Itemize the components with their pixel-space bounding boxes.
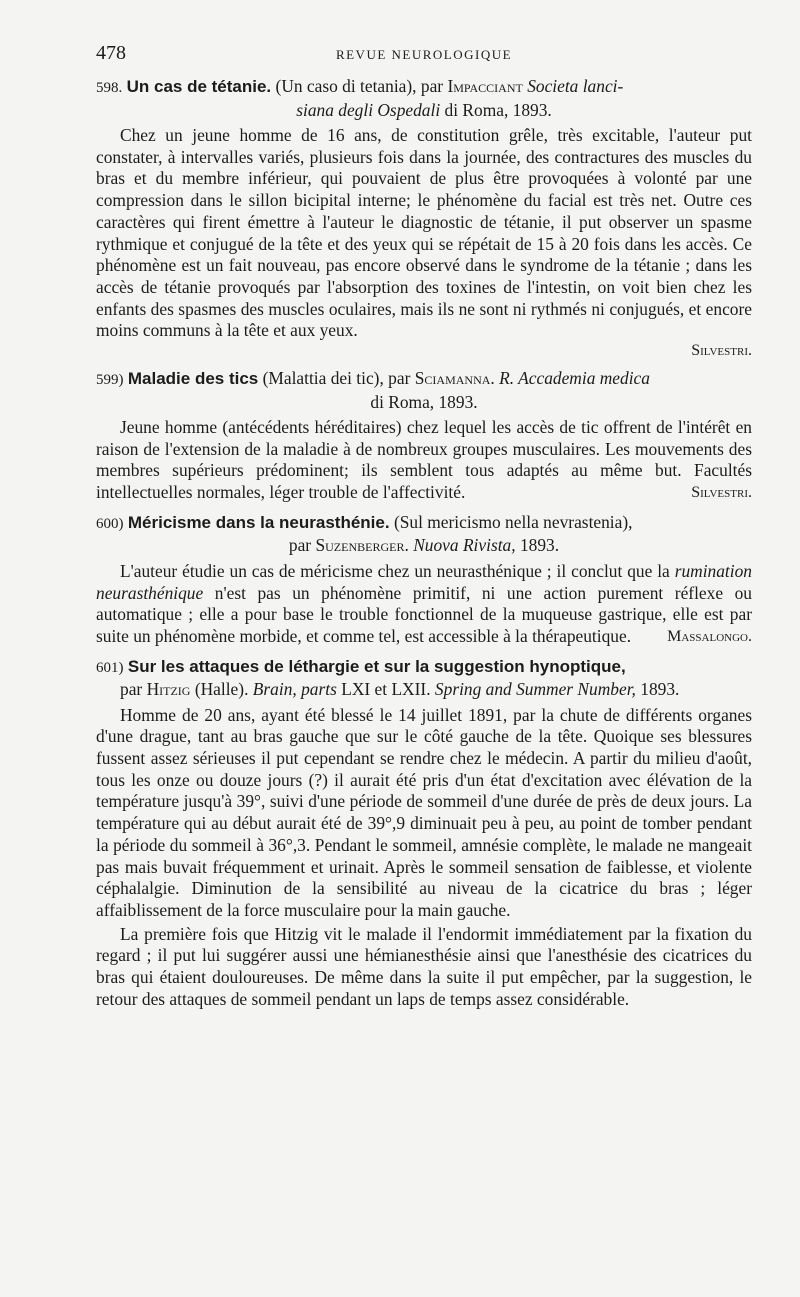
entry-reference-line [96, 535, 752, 557]
entry-par: par [288, 535, 312, 556]
entry-place-date: di Roma, 1893. [370, 391, 478, 412]
entry-heading [96, 76, 752, 121]
entry-place-date: di Roma, 1893. [444, 99, 552, 120]
entry-body-text: n'est pas un phénomène primitif, ni une action purement réflexe ou automatique ; elle a pour base le trouble fonctionnel de la muqueuse gastrique, elle est par suite un phénomène morbide, et comme tel, est accessible à la thérapeutique. [96, 582, 752, 646]
entry-number: 601) [96, 659, 124, 676]
entry-body-paragraph: La première fois que Hitzig vit le malade il l'endormit immédiatement par la fixation du regard ; il put lui suggérer aussi une hémianesthésie ainsi que l'anesthésie des cicatrices du bras qui étaient douloureuses. De même dans la suite il put empêcher, par la suggestion, le retour des attaques de sommeil pendant un laps de temps assez considérable. [96, 923, 752, 1009]
entry-number: 599) [96, 372, 124, 389]
entry-author: Impacciant [447, 76, 523, 96]
page-number: 478 [96, 42, 126, 64]
entry-reference-line [96, 100, 752, 122]
entry-number: 598. [96, 80, 123, 96]
entry-journal: R. Accademia medica [499, 368, 650, 389]
entry-reference: (Un caso di tetania), par [275, 76, 444, 96]
entry-title: Un cas de tétanie. [126, 77, 272, 96]
entry-par: par [120, 679, 143, 700]
entry-heading [96, 656, 752, 701]
entry-journal: Societa lanci- [527, 76, 624, 96]
entry-signature: Silvestri. [691, 484, 752, 502]
entry-title: Méricisme dans la neurasthénie. [127, 512, 390, 532]
entry-reference: (Malattia dei tic), par [262, 368, 411, 389]
entry-body: Chez un jeune homme de 16 ans, de constitution grêle, très excitable, l'auteur put constater, à intervalles variés, plusieurs fois dans la journée, des contractures des muscles du bras et du membre inférieur, qui pouvaient de plus être provoquées à volonté par une compression dans le sillon bicipital interne; le phénomène du facial est très net. Outre ces caractères qui firent émettre à l'auteur le diagnostic de tétanie, il put observer un spasme rythmique et conjugué de la tête et des yeux qui se répétait de 15 à 20 fois dans les accès. Ce phénomène est un fait nouveau, pas encore observé dans le syndrome de la tétanie ; dans les accès de tétanie provoqués par l'absorption des toxines de l'intestin, on voit bien chez les enfants des spasmes des muscles oculaires, mais ils ne sont ni rythmés ni conjugués, et encore moins communs à la tête et aux yeux. [96, 125, 752, 341]
entry-body-text: L'auteur étudie un cas de méricisme chez un neurasthénique ; il conclut que la [120, 560, 670, 581]
entry-author: Suzenberger. [315, 535, 409, 556]
entry-body-paragraph: Homme de 20 ans, ayant été blessé le 14 juillet 1891, par la chute de différents organes d'une drague, tant au bras gauche que sur le côté gauche de la tête. Quoique ses blessures fussent assez sérieuses il put cependant se rendre chez le médecin. A partir du milieu d'août, tous les onze ou douze jours (?) il aurait été pris d'un état d'excitation avec élévation de la température jusqu'à 39°, suivi d'une période de sommeil d'une durée de près de deux jours. La température qui au début aurait été de 39°,9 diminuait peu à peu, au point de tomber pendant la période du sommeil à 36°,3. Pendant le sommeil, amnésie complète, le malade ne mangeait pas mais buvait fréquemment et urinait. Après le sommeil sensation de faiblesse, et violente céphalalgie. Diminution de la sensibilité au niveau de la cicatrice du bras ; léger affaiblissement de la force musculaire pour la main gauche. [96, 704, 752, 920]
entry-599 [96, 368, 752, 504]
entry-signature: Silvestri. [691, 342, 752, 360]
entry-affiliation: (Halle). [194, 679, 249, 700]
entry-600 [96, 512, 752, 648]
entry-body [96, 417, 752, 504]
entry-body [96, 561, 752, 648]
entry-reference-line [96, 679, 752, 701]
entry-journal-cont: siana degli Ospedali [296, 99, 441, 120]
entry-journal: Nuova Rivista, [413, 535, 516, 556]
entry-598 [96, 76, 752, 360]
entry-body-italic: rumination neurasthénique [96, 560, 752, 603]
entry-issue: LXI et LXII. [341, 679, 431, 700]
page-header [96, 42, 752, 76]
entry-author: Sciamanna. [414, 368, 495, 389]
entry-heading [96, 368, 752, 413]
entry-body-text: Jeune homme (antécédents héréditaires) chez lequel les accès de tic offrent de l'intérêt en raison de l'extension de la maladie à de nombreux groupes musculaires. Les mouvements des membres supérieurs prédominent; ils semblent tous adaptés au même but. Facultés intellectuelles normales, léger trouble de l'affectivité. [96, 417, 752, 503]
entry-title: Maladie des tics [127, 369, 259, 389]
running-title: REVUE NEUROLOGIQUE [335, 47, 513, 62]
entry-author: Hitzig [146, 679, 191, 700]
page [96, 42, 752, 1019]
entry-date: 1893. [519, 535, 560, 556]
entry-title: Sur les attaques de léthargie et sur la suggestion hynoptique, [127, 656, 626, 676]
entry-season: Spring and Summer Number, [434, 679, 636, 700]
entry-journal: Brain, parts [252, 679, 337, 700]
entry-heading [96, 512, 752, 557]
entry-reference: (Sul mericismo nella nevrastenia), [393, 511, 633, 532]
entry-date: 1893. [640, 679, 680, 700]
entry-number: 600) [96, 515, 124, 532]
entry-601 [96, 656, 752, 1011]
entry-signature: Massalongo. [667, 627, 752, 645]
